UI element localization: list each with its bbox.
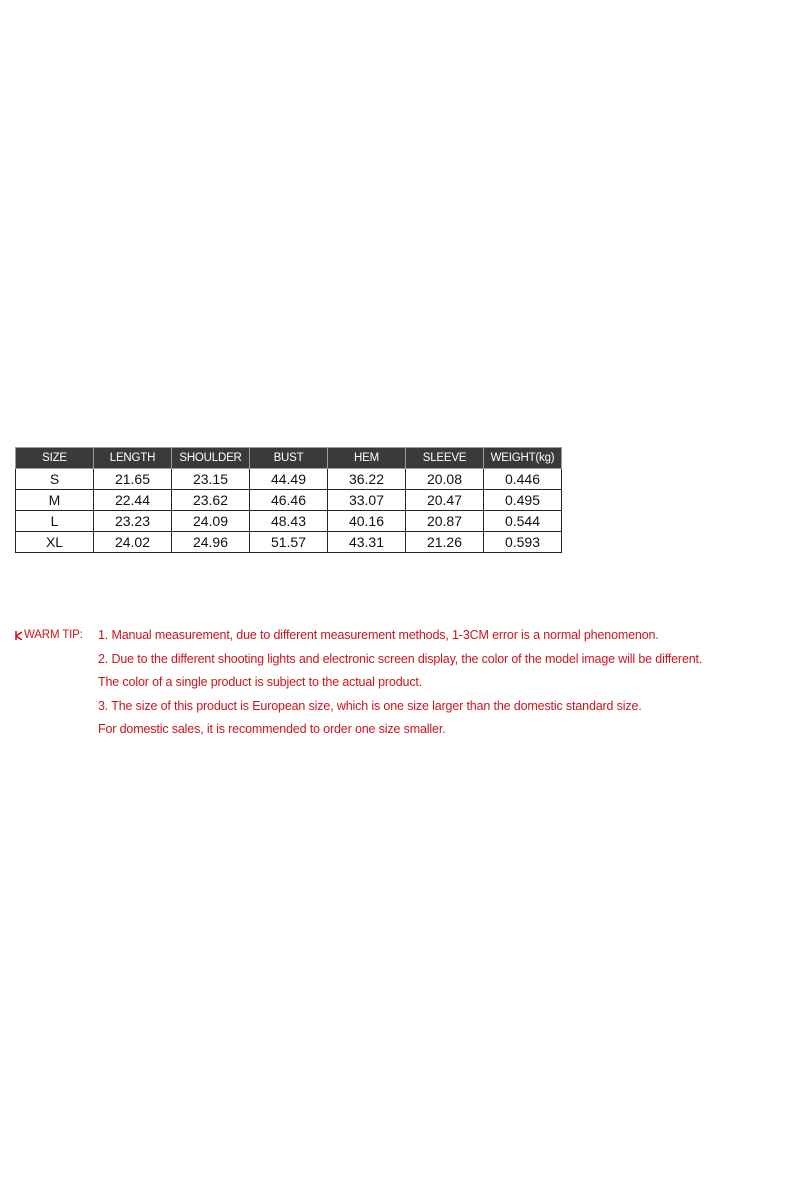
table-cell: L (16, 511, 94, 532)
table-cell: 51.57 (250, 532, 328, 553)
table-cell: XL (16, 532, 94, 553)
table-cell: 21.26 (406, 532, 484, 553)
tip-text: 1. Manual measurement, due to different measurement methods, 1-3CM error is a normal phenomenon. (98, 628, 659, 642)
header-hem: HEM (328, 448, 406, 469)
table-row (16, 490, 562, 511)
table-cell: 33.07 (328, 490, 406, 511)
warm-tip-line-1 (15, 624, 800, 648)
table-cell: 23.23 (94, 511, 172, 532)
table-row (16, 511, 562, 532)
warm-tip-line-4 (15, 695, 800, 719)
table-cell: 0.495 (484, 490, 562, 511)
header-shoulder: SHOULDER (172, 448, 250, 469)
warm-tip-label-text: WARM TIP: (24, 629, 83, 641)
header-size: SIZE (16, 448, 94, 469)
header-length: LENGTH (94, 448, 172, 469)
tip-text: 2. Due to the different shooting lights and electronic screen display, the color of the model image will be different. (98, 651, 703, 666)
table-cell: 20.87 (406, 511, 484, 532)
table-cell: 24.96 (172, 532, 250, 553)
arrow-icon (15, 631, 24, 640)
table-cell: 43.31 (328, 532, 406, 553)
warm-tip-line-2 (15, 648, 800, 672)
table-cell: S (16, 469, 94, 490)
table-cell: 0.446 (484, 469, 562, 490)
table-cell: 40.16 (328, 511, 406, 532)
warm-tip-line-3 (15, 671, 800, 695)
header-sleeve: SLEEVE (406, 448, 484, 469)
header-bust: BUST (250, 448, 328, 469)
table-cell: 22.44 (94, 490, 172, 511)
table-cell: 20.47 (406, 490, 484, 511)
table-cell: 48.43 (250, 511, 328, 532)
tip-text: For domestic sales, it is recommended to order one size smaller. (98, 722, 446, 736)
table-cell: 20.08 (406, 469, 484, 490)
table-cell: 24.09 (172, 511, 250, 532)
table-cell: 0.544 (484, 511, 562, 532)
table-cell: 23.62 (172, 490, 250, 511)
table-cell: 46.46 (250, 490, 328, 511)
warm-tip-line-5 (15, 718, 800, 742)
table-cell: 21.65 (94, 469, 172, 490)
table-row (16, 469, 562, 490)
table-cell: 0.593 (484, 532, 562, 553)
size-chart-table (15, 447, 562, 553)
table-cell: M (16, 490, 94, 511)
header-weight: WEIGHT(kg) (484, 448, 562, 469)
table-row (16, 532, 562, 553)
tip-text: 3. The size of this product is European size, which is one size larger than the domestic standard size. (98, 698, 642, 713)
table-cell: 36.22 (328, 469, 406, 490)
warm-tip-label (15, 624, 83, 648)
warm-tip-section (15, 624, 800, 742)
table-cell: 24.02 (94, 532, 172, 553)
tip-text: The color of a single product is subject to the actual product. (98, 675, 423, 689)
table-cell: 44.49 (250, 469, 328, 490)
table-cell: 23.15 (172, 469, 250, 490)
table-header-row (16, 448, 562, 469)
